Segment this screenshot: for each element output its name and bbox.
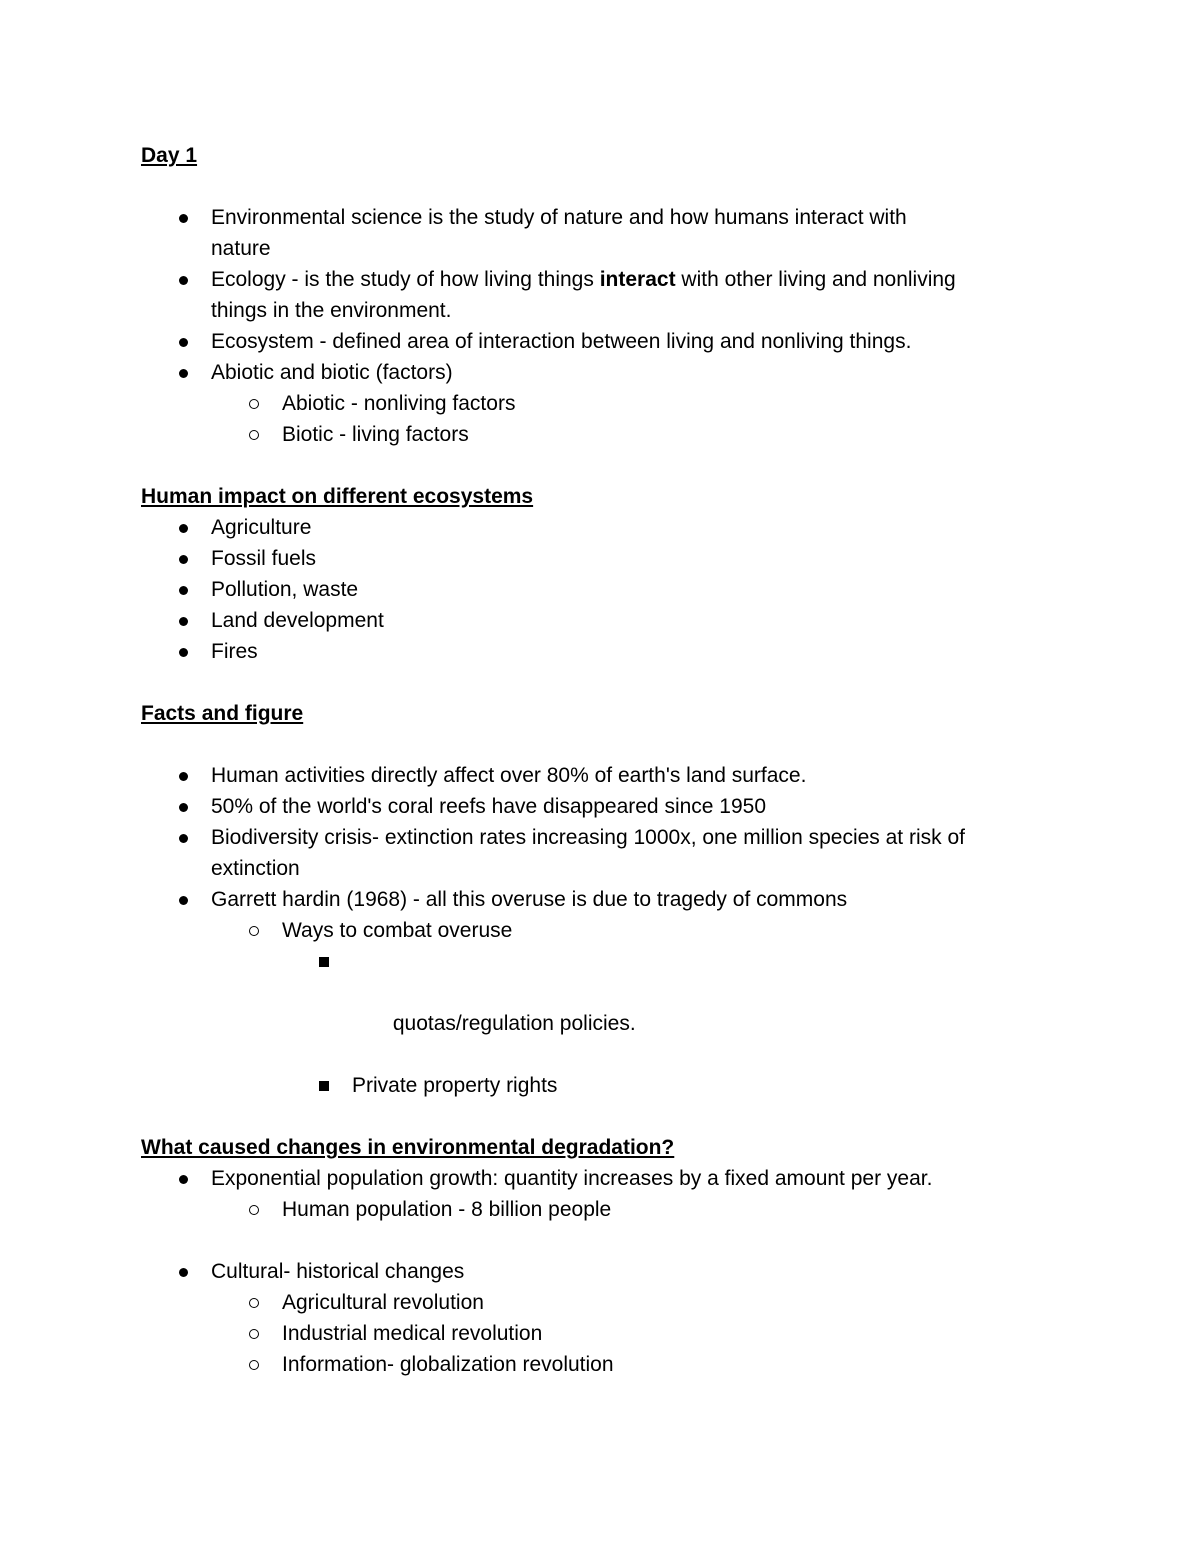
list-item <box>141 884 1101 915</box>
disc-bullet-icon <box>179 369 188 378</box>
blank-line <box>141 450 1101 481</box>
disc-bullet-icon <box>179 555 188 564</box>
list-item <box>141 512 1101 543</box>
list-item-text: Biodiversity crisis- extinction rates increasing 1000x, one million species at risk of <box>211 826 965 849</box>
square-bullet-icon <box>319 1081 329 1091</box>
list-item-text: Garrett hardin (1968) - all this overuse is due to tragedy of commons <box>211 888 848 911</box>
heading-day-1: Day 1 <box>141 144 198 167</box>
list-item <box>141 543 1101 574</box>
circle-bullet-icon <box>249 926 259 936</box>
list-item <box>141 202 1101 233</box>
disc-bullet-icon <box>179 276 188 285</box>
disc-bullet-icon <box>179 772 188 781</box>
list-item-text: Exponential population growth: quantity increases by a fixed amount per year. <box>211 1167 933 1190</box>
list-item-text: Biotic - living factors <box>282 423 469 446</box>
list-item <box>141 1163 1101 1194</box>
list-item-text: Abiotic and biotic (factors) <box>211 361 453 384</box>
list-item-continuation <box>141 295 1101 326</box>
list-item-text: Human population - 8 billion people <box>282 1198 612 1221</box>
list-item-text: Private property rights <box>352 1074 558 1097</box>
list-item-text: Abiotic - nonliving factors <box>282 392 516 415</box>
list-item <box>141 388 1101 419</box>
blank-line <box>141 171 1101 202</box>
list-item-text: extinction <box>211 857 300 880</box>
list-item <box>141 791 1101 822</box>
circle-bullet-icon <box>249 430 259 440</box>
disc-bullet-icon <box>179 524 188 533</box>
list-item <box>141 946 1101 1070</box>
list-item-text: Cultural- historical changes <box>211 1260 465 1283</box>
list-item-text: Fires <box>211 640 258 663</box>
blank-line <box>141 667 1101 698</box>
list-item <box>141 605 1101 636</box>
list-item <box>141 915 1101 946</box>
list-item <box>141 357 1101 388</box>
list-item <box>141 636 1101 667</box>
bold-text: interact <box>599 268 676 291</box>
disc-bullet-icon <box>179 803 188 812</box>
list-item <box>141 574 1101 605</box>
list-item-text: Ecosystem - defined area of interaction between living and nonliving things. <box>211 330 912 353</box>
list-item <box>141 1194 1101 1225</box>
disc-bullet-icon <box>179 214 188 223</box>
heading-human-impact: Human impact on different ecosystems <box>141 485 534 508</box>
list-item <box>141 822 1101 853</box>
list-item <box>141 1318 1101 1349</box>
list-item-text: Information- globalization revolution <box>282 1353 614 1376</box>
document-content <box>141 140 1101 1380</box>
list-item <box>141 326 1101 357</box>
blank-line <box>141 1101 1101 1132</box>
list-item-text: Industrial medical revolution <box>282 1322 543 1345</box>
circle-bullet-icon <box>249 1298 259 1308</box>
disc-bullet-icon <box>179 1268 188 1277</box>
disc-bullet-icon <box>179 896 188 905</box>
blank-line <box>141 729 1101 760</box>
list-item <box>141 1070 1101 1101</box>
list-item-text: nature <box>211 237 271 260</box>
list-item-continuation <box>141 233 1101 264</box>
blank-line <box>141 1225 1101 1256</box>
disc-bullet-icon <box>179 338 188 347</box>
list-item-text: things in the environment. <box>211 299 452 322</box>
circle-bullet-icon <box>249 1205 259 1215</box>
heading-environmental-degradation: What caused changes in environmental degradation? <box>141 1136 675 1159</box>
list-item <box>141 1349 1101 1380</box>
disc-bullet-icon <box>179 1175 188 1184</box>
circle-bullet-icon <box>249 1329 259 1339</box>
list-item-text: Agriculture <box>211 516 312 539</box>
list-item-text: Ways to combat overuse <box>282 919 513 942</box>
list-item-continuation <box>141 853 1101 884</box>
list-item-text: Agricultural revolution <box>282 1291 484 1314</box>
list-item <box>141 1256 1101 1287</box>
list-item <box>141 419 1101 450</box>
list-item-text: Human activities directly affect over 80% of earth's land surface. <box>211 764 807 787</box>
circle-bullet-icon <box>249 1360 259 1370</box>
heading-facts-and-figure: Facts and figure <box>141 702 304 725</box>
list-item-text: Land development <box>211 609 384 632</box>
list-item-text: Pollution, waste <box>211 578 359 601</box>
list-item-text: 50% of the world's coral reefs have disappeared since 1950 <box>211 795 767 818</box>
disc-bullet-icon <box>179 617 188 626</box>
list-item-text: with other living and nonliving <box>675 268 956 291</box>
list-item-text: quotas/regulation policies. <box>387 1012 636 1035</box>
list-item-text: Environmental science is the study of nature and how humans interact with <box>211 206 907 229</box>
list-item-text: Ecology - is the study of how living things <box>211 268 600 291</box>
disc-bullet-icon <box>179 586 188 595</box>
list-item <box>141 264 1101 295</box>
list-item <box>141 760 1101 791</box>
circle-bullet-icon <box>249 399 259 409</box>
list-item <box>141 1287 1101 1318</box>
disc-bullet-icon <box>179 834 188 843</box>
list-item-text: Fossil fuels <box>211 547 317 570</box>
square-bullet-icon <box>319 957 329 967</box>
disc-bullet-icon <box>179 648 188 657</box>
